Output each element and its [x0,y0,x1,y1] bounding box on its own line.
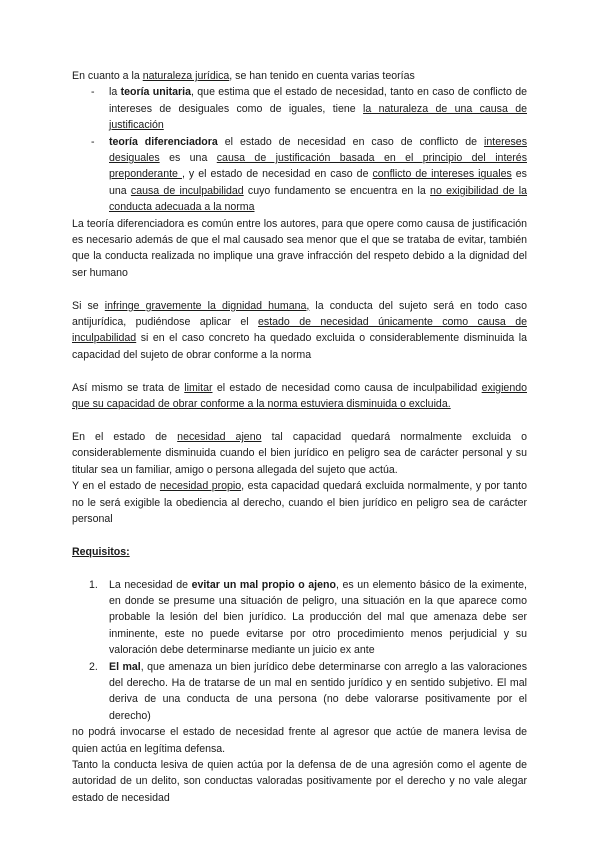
intro-underlined-term: naturaleza jurídica [142,70,230,82]
paragraph-legitima-defensa: no podrá invocarse el estado de necesidad frente al agresor que actúe de manera levisa de quien actúa en legítima defensa. [72,726,527,755]
paragraph-conducta-lesiva: Tanto la conducta lesiva de quien actúa por la defensa de de una agresión como el agente de autoridad de un delito, son conductas valoradas positivamente por el derecho y no vale alegar estado de necesidad [72,758,527,804]
paragraph-diferenciadora: La teoría diferenciadora es común entre los autores, para que opere como causa de justificación es necesario además de que el mal causado sea menor que el que se trataba de evitar, también que la conducta realizada no implique una grave infracción del respeto debido a la dignidad del ser humano [72,217,527,279]
paragraph-necesidad-propio: Y en el estado de necesidad propio, esta capacidad quedará excluida normalmente, y por tanto no le será exigible la obediencia al derecho, cuando el bien jurídico en peligro sea de carácter personal [72,480,527,525]
list-number: 1. [89,578,98,591]
list-item: - la teoría unitaria, que estima que el estado de necesidad, tanto en caso de conflicto de intereses de desiguales como de iguales, tiene la naturaleza de una causa de justificación [72,84,527,133]
list-number: 2. [89,660,98,673]
theories-list [72,84,527,215]
requisitos-heading: Requisitos: [72,545,130,558]
requisitos-list [72,577,527,725]
intro-paragraph: En cuanto a la naturaleza jurídica, se han tenido en cuenta varias teorías [72,70,415,82]
paragraph-necesidad-ajeno: En el estado de necesidad ajeno tal capacidad quedará normalmente excluida o considerablemente disminuida cuando el bien jurídico en peligro sea de carácter personal y su titular sea un familiar, amigo o persona allegada del sujeto que actúa. [72,430,527,476]
list-item: 1. La necesidad de evitar un mal propio o ajeno, es un elemento básico de la eximente, en donde se presume una situación de peligro, una situación en la que aparece como probable la lesión del bien jurídico. La producción del mal que amenaza debe ser inminente, este no puede evitarse por otro procedimiento menos perjudicial y su valoración debe determinarse mediante un juicio ex ante [89,578,527,657]
document-page [72,68,527,806]
paragraph-limitar: Así mismo se trata de limitar el estado de necesidad como causa de inculpabilidad exigiendo que su capacidad de obrar conforme a la norma estuviera disminuida o excluida. [72,381,527,411]
paragraph-dignidad: Si se infringe gravemente la dignidad humana, la conducta del sujeto será en todo caso antijurídica, pudiéndose aplicar el estado de necesidad únicamente como causa de inculpabilidad si en el caso concreto ha quedado excluida o considerablemente disminuida la capacidad del sujeto de obrar conforme a la norma [72,299,527,361]
list-item: - teoría diferenciadora el estado de necesidad en caso de conflicto de intereses desiguales es una causa de justificación basada en el principio del interés preponderante , y el estado de necesidad en caso de conflicto de intereses iguales es una causa de inculpabilidad cuyo fundamento se encuentra en la no exigibilidad de la conducta adecuada a la norma [72,134,527,216]
list-item: 2. El mal, que amenaza un bien jurídico debe determinarse con arreglo a las valoraciones del derecho. Ha de tratarse de un mal en sentido jurídico y en sentido subjetivo. El mal deriva de una conducta de una persona (no debe valorarse positivamente por el derecho) [89,660,527,722]
